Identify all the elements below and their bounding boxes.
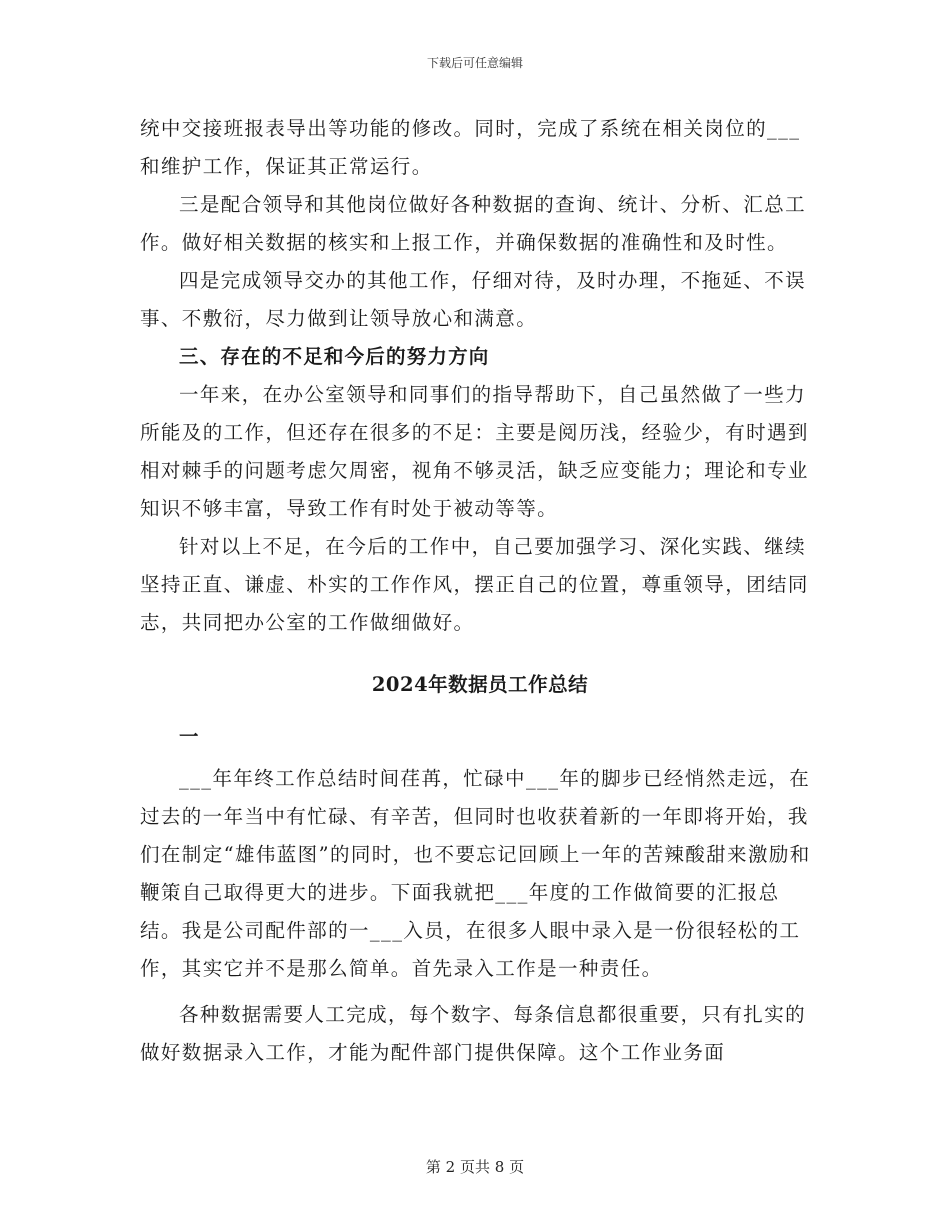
paragraph: 各种数据需要人工完成，每个数字、每条信息都很重要，只有扎实的做好数据录入工作，才能为配件部门提供保障。这个工作业务面 <box>140 1003 807 1064</box>
page-footer: 第 2 页共 8 页 <box>425 1158 525 1176</box>
document-title: 2024年数据员工作总结 <box>371 673 589 696</box>
page-header: 下载后可任意编辑 <box>426 56 523 70</box>
section-heading: 三、存在的不足和今后的努力方向 <box>179 345 490 368</box>
paragraph: 统中交接班报表导出等功能的修改。同时，完成了系统在相关岗位的___和维护工作，保证其正常运行。 <box>140 117 801 178</box>
part-label: 一 <box>179 725 199 748</box>
paragraph: ___年年终工作总结时间荏苒，忙碌中___年的脚步已经悄然走远，在过去的一年当中有忙碌、有辛苦，但同时也收获着新的一年即将开始，我们在制定“雄伟蓝图”的同时，也不要忘记回顾上一年的苦辣酸甜来激励和鞭策自己取得更大的进步。下面我就把___年度的工作做简要的汇报总结。我是公司配件部的一___入员，在很多人眼中录入是一份很轻松的工作，其实它并不是那么简单。首先录入工作是一种责任。 <box>140 767 811 980</box>
paragraph: 一年来，在办公室领导和同事们的指导帮助下，自己虽然做了一些力所能及的工作，但还存在很多的不足：主要是阅历浅，经验少，有时遇到相对棘手的问题考虑欠周密，视角不够灵活，缺乏应变能力；理论和专业知识不够丰富，导致工作有时处于被动等等。 <box>140 383 809 520</box>
paragraph: 三是配合领导和其他岗位做好各种数据的查询、统计、分析、汇总工作。做好相关数据的核实和上报工作，并确保数据的准确性和及时性。 <box>140 193 807 254</box>
paragraph: 四是完成领导交办的其他工作，仔细对待，及时办理，不拖延、不误事、不敷衍，尽力做到让领导放心和满意。 <box>140 269 807 330</box>
document-body <box>140 110 820 1072</box>
paragraph: 针对以上不足，在今后的工作中，自己要加强学习、深化实践、继续坚持正直、谦虚、朴实的工作作风，摆正自己的位置，尊重领导，团结同志，共同把办公室的工作做细做好。 <box>140 535 809 634</box>
